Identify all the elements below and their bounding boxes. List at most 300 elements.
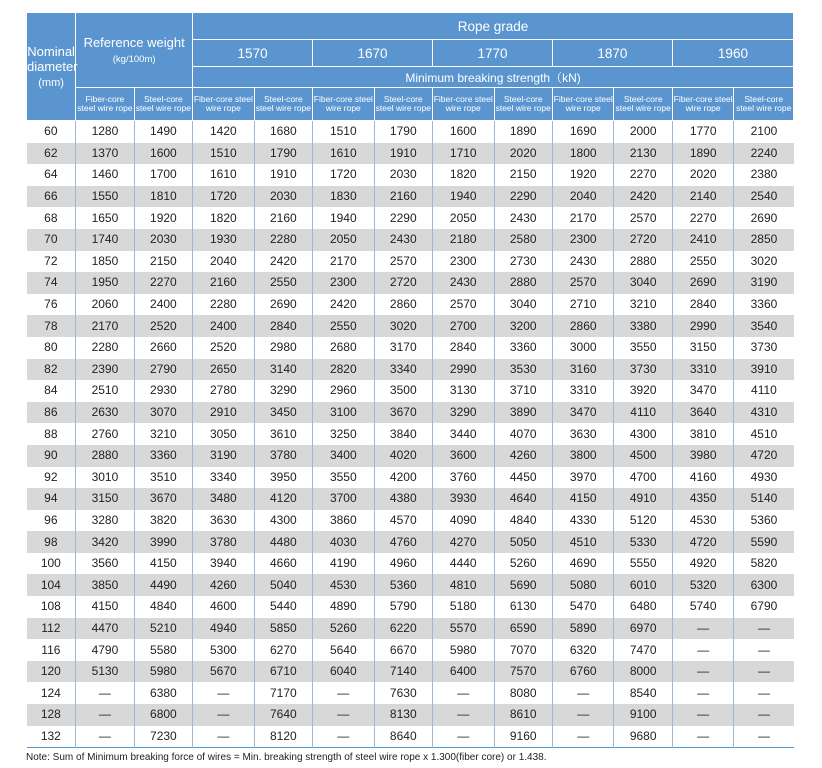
- value-cell: 3950: [254, 467, 312, 489]
- value-cell: —: [76, 726, 134, 748]
- value-cell: 3890: [494, 402, 552, 424]
- value-cell: 5470: [552, 596, 614, 618]
- value-cell: 1600: [433, 121, 495, 143]
- diameter-cell: 64: [27, 164, 76, 186]
- table-row: [27, 531, 794, 553]
- value-cell: 3140: [254, 359, 312, 381]
- value-cell: 2700: [433, 315, 495, 337]
- value-cell: 2020: [494, 143, 552, 165]
- value-cell: 4790: [76, 639, 134, 661]
- value-cell: 4150: [134, 553, 192, 575]
- value-cell: 1650: [76, 207, 134, 229]
- value-cell: 3170: [374, 337, 432, 359]
- value-cell: —: [672, 704, 734, 726]
- value-cell: 1930: [193, 229, 255, 251]
- diameter-cell: 104: [27, 574, 76, 596]
- value-cell: 4120: [254, 488, 312, 510]
- value-cell: —: [552, 726, 614, 748]
- value-cell: 2060: [76, 294, 134, 316]
- diameter-cell: 100: [27, 553, 76, 575]
- value-cell: 3610: [254, 423, 312, 445]
- value-cell: 1550: [76, 186, 134, 208]
- value-cell: 1600: [134, 143, 192, 165]
- value-cell: 2150: [134, 251, 192, 273]
- value-cell: —: [313, 682, 375, 704]
- value-cell: 3040: [494, 294, 552, 316]
- value-cell: 5360: [734, 510, 794, 532]
- value-cell: 1910: [254, 164, 312, 186]
- diameter-cell: 66: [27, 186, 76, 208]
- value-cell: 1890: [672, 143, 734, 165]
- grade-1570: 1570: [193, 40, 313, 67]
- value-cell: 3940: [193, 553, 255, 575]
- value-cell: 3500: [374, 380, 432, 402]
- value-cell: 4940: [193, 618, 255, 640]
- value-cell: 5790: [374, 596, 432, 618]
- table-row: [27, 380, 794, 402]
- value-cell: 1910: [374, 143, 432, 165]
- value-cell: 2420: [254, 251, 312, 273]
- value-cell: 4510: [552, 531, 614, 553]
- value-cell: 3440: [433, 423, 495, 445]
- value-cell: 3510: [134, 467, 192, 489]
- value-cell: 3250: [313, 423, 375, 445]
- value-cell: 2550: [313, 315, 375, 337]
- value-cell: 3340: [193, 467, 255, 489]
- value-cell: 2240: [734, 143, 794, 165]
- value-cell: 2430: [374, 229, 432, 251]
- diameter-cell: 78: [27, 315, 76, 337]
- value-cell: 2720: [614, 229, 672, 251]
- steel-core-header: Steel-core steel wire rope: [254, 88, 312, 121]
- table-row: [27, 682, 794, 704]
- value-cell: 5820: [734, 553, 794, 575]
- value-cell: 2170: [76, 315, 134, 337]
- value-cell: 3630: [552, 423, 614, 445]
- value-cell: 2390: [76, 359, 134, 381]
- value-cell: 5210: [134, 618, 192, 640]
- rope-grade-header: Rope grade: [193, 13, 794, 40]
- value-cell: 2820: [313, 359, 375, 381]
- value-cell: 2170: [552, 207, 614, 229]
- value-cell: 6970: [614, 618, 672, 640]
- value-cell: 4090: [433, 510, 495, 532]
- value-cell: 3100: [313, 402, 375, 424]
- value-cell: 4200: [374, 467, 432, 489]
- value-cell: —: [313, 726, 375, 748]
- value-cell: 3040: [614, 272, 672, 294]
- value-cell: 2690: [254, 294, 312, 316]
- table-row: [27, 553, 794, 575]
- value-cell: 2140: [672, 186, 734, 208]
- table-row: [27, 445, 794, 467]
- table-row: [27, 574, 794, 596]
- table-row: [27, 121, 794, 143]
- value-cell: 2520: [134, 315, 192, 337]
- fiber-core-header: Fiber-core steel wire rope: [433, 88, 495, 121]
- value-cell: 3530: [494, 359, 552, 381]
- diameter-cell: 62: [27, 143, 76, 165]
- diameter-cell: 124: [27, 682, 76, 704]
- value-cell: 7570: [494, 661, 552, 683]
- value-cell: 2510: [76, 380, 134, 402]
- value-cell: 4760: [374, 531, 432, 553]
- diameter-cell: 76: [27, 294, 76, 316]
- value-cell: 3470: [672, 380, 734, 402]
- value-cell: —: [672, 726, 734, 748]
- value-cell: 3150: [76, 488, 134, 510]
- value-cell: 4300: [254, 510, 312, 532]
- value-cell: —: [672, 618, 734, 640]
- value-cell: 3630: [193, 510, 255, 532]
- value-cell: —: [313, 704, 375, 726]
- value-cell: 4300: [614, 423, 672, 445]
- value-cell: 2960: [313, 380, 375, 402]
- steel-core-header: Steel-core steel wire rope: [374, 88, 432, 121]
- value-cell: 1680: [254, 121, 312, 143]
- value-cell: 1690: [552, 121, 614, 143]
- value-cell: 2030: [134, 229, 192, 251]
- value-cell: 8000: [614, 661, 672, 683]
- diameter-cell: 60: [27, 121, 76, 143]
- value-cell: 5040: [254, 574, 312, 596]
- nominal-diameter-header: [27, 13, 76, 121]
- value-cell: —: [672, 639, 734, 661]
- value-cell: 3310: [552, 380, 614, 402]
- table-body: [27, 121, 794, 748]
- value-cell: 4150: [76, 596, 134, 618]
- value-cell: —: [433, 726, 495, 748]
- value-cell: 3160: [552, 359, 614, 381]
- value-cell: 2300: [552, 229, 614, 251]
- value-cell: 3990: [134, 531, 192, 553]
- value-cell: 5590: [734, 531, 794, 553]
- value-cell: 4440: [433, 553, 495, 575]
- grade-1670: 1670: [313, 40, 433, 67]
- value-cell: 3210: [614, 294, 672, 316]
- value-cell: 2160: [374, 186, 432, 208]
- value-cell: 2570: [374, 251, 432, 273]
- table-row: [27, 402, 794, 424]
- table-row: [27, 207, 794, 229]
- diameter-cell: 128: [27, 704, 76, 726]
- value-cell: 3020: [374, 315, 432, 337]
- value-cell: 4530: [672, 510, 734, 532]
- value-cell: 6380: [134, 682, 192, 704]
- value-cell: 8610: [494, 704, 552, 726]
- value-cell: 3150: [672, 337, 734, 359]
- value-cell: 5890: [552, 618, 614, 640]
- value-cell: 1460: [76, 164, 134, 186]
- value-cell: 2840: [254, 315, 312, 337]
- value-cell: 4720: [672, 531, 734, 553]
- diameter-cell: 94: [27, 488, 76, 510]
- table-row: [27, 726, 794, 748]
- value-cell: —: [734, 682, 794, 704]
- value-cell: 2000: [614, 121, 672, 143]
- value-cell: 7070: [494, 639, 552, 661]
- value-cell: 2270: [614, 164, 672, 186]
- value-cell: 2430: [494, 207, 552, 229]
- value-cell: 2040: [193, 251, 255, 273]
- value-cell: 5440: [254, 596, 312, 618]
- value-cell: 2550: [254, 272, 312, 294]
- value-cell: 3970: [552, 467, 614, 489]
- grade-1870: 1870: [552, 40, 672, 67]
- reference-weight-header: [76, 13, 193, 88]
- value-cell: 2690: [734, 207, 794, 229]
- value-cell: 2850: [734, 229, 794, 251]
- rope-table-container: [26, 12, 794, 748]
- value-cell: 5300: [193, 639, 255, 661]
- steel-core-header: Steel-core steel wire rope: [614, 88, 672, 121]
- value-cell: 4640: [494, 488, 552, 510]
- table-row: [27, 359, 794, 381]
- value-cell: 3380: [614, 315, 672, 337]
- value-cell: —: [552, 704, 614, 726]
- value-cell: 4160: [672, 467, 734, 489]
- value-cell: 5580: [134, 639, 192, 661]
- value-cell: 2680: [313, 337, 375, 359]
- value-cell: 3470: [552, 402, 614, 424]
- value-cell: 6790: [734, 596, 794, 618]
- value-cell: 5140: [734, 488, 794, 510]
- value-cell: 8080: [494, 682, 552, 704]
- value-cell: 4920: [672, 553, 734, 575]
- value-cell: 2290: [374, 207, 432, 229]
- value-cell: 2290: [494, 186, 552, 208]
- steel-core-header: Steel-core steel wire rope: [494, 88, 552, 121]
- value-cell: 1720: [193, 186, 255, 208]
- value-cell: 2570: [552, 272, 614, 294]
- value-cell: 4930: [734, 467, 794, 489]
- table-row: [27, 423, 794, 445]
- value-cell: 2650: [193, 359, 255, 381]
- value-cell: —: [734, 618, 794, 640]
- value-cell: 3310: [672, 359, 734, 381]
- value-cell: 6010: [614, 574, 672, 596]
- value-cell: —: [433, 704, 495, 726]
- value-cell: 3710: [494, 380, 552, 402]
- value-cell: 3480: [193, 488, 255, 510]
- value-cell: 4570: [374, 510, 432, 532]
- value-cell: 4500: [614, 445, 672, 467]
- value-cell: 1370: [76, 143, 134, 165]
- diameter-cell: 80: [27, 337, 76, 359]
- value-cell: 6760: [552, 661, 614, 683]
- value-cell: 1800: [552, 143, 614, 165]
- diameter-cell: 112: [27, 618, 76, 640]
- value-cell: 1770: [672, 121, 734, 143]
- value-cell: 7470: [614, 639, 672, 661]
- value-cell: 4110: [734, 380, 794, 402]
- value-cell: 6270: [254, 639, 312, 661]
- value-cell: 5120: [614, 510, 672, 532]
- value-cell: 2380: [734, 164, 794, 186]
- value-cell: 8120: [254, 726, 312, 748]
- value-cell: 2660: [134, 337, 192, 359]
- value-cell: 1610: [313, 143, 375, 165]
- table-row: [27, 337, 794, 359]
- value-cell: 4350: [672, 488, 734, 510]
- value-cell: 6670: [374, 639, 432, 661]
- value-cell: 2050: [433, 207, 495, 229]
- value-cell: 2280: [193, 294, 255, 316]
- value-cell: 3360: [734, 294, 794, 316]
- value-cell: 2020: [672, 164, 734, 186]
- diameter-cell: 120: [27, 661, 76, 683]
- value-cell: 1940: [313, 207, 375, 229]
- table-row: [27, 143, 794, 165]
- value-cell: 2710: [552, 294, 614, 316]
- value-cell: 9100: [614, 704, 672, 726]
- value-cell: 2300: [433, 251, 495, 273]
- value-cell: 5260: [494, 553, 552, 575]
- value-cell: 2930: [134, 380, 192, 402]
- value-cell: 2780: [193, 380, 255, 402]
- value-cell: 6800: [134, 704, 192, 726]
- value-cell: 2990: [672, 315, 734, 337]
- value-cell: 3200: [494, 315, 552, 337]
- value-cell: 2880: [494, 272, 552, 294]
- value-cell: 3920: [614, 380, 672, 402]
- value-cell: 9680: [614, 726, 672, 748]
- value-cell: 2160: [254, 207, 312, 229]
- value-cell: 2840: [433, 337, 495, 359]
- reference-weight-label: Reference weight: [83, 35, 185, 50]
- value-cell: 2420: [313, 294, 375, 316]
- table-row: [27, 467, 794, 489]
- value-cell: 4260: [494, 445, 552, 467]
- value-cell: —: [193, 726, 255, 748]
- fiber-core-header: Fiber-core steel wire rope: [552, 88, 614, 121]
- value-cell: 2050: [313, 229, 375, 251]
- value-cell: 3010: [76, 467, 134, 489]
- value-cell: 1950: [76, 272, 134, 294]
- value-cell: 3450: [254, 402, 312, 424]
- steel-core-header: Steel-core steel wire rope: [134, 88, 192, 121]
- value-cell: 3190: [734, 272, 794, 294]
- value-cell: 3400: [313, 445, 375, 467]
- diameter-cell: 98: [27, 531, 76, 553]
- table-row: [27, 272, 794, 294]
- diameter-cell: 90: [27, 445, 76, 467]
- value-cell: 2130: [614, 143, 672, 165]
- value-cell: 4450: [494, 467, 552, 489]
- value-cell: 2100: [734, 121, 794, 143]
- table-row: [27, 294, 794, 316]
- value-cell: 3190: [193, 445, 255, 467]
- value-cell: 7140: [374, 661, 432, 683]
- value-cell: 6590: [494, 618, 552, 640]
- value-cell: 2410: [672, 229, 734, 251]
- value-cell: 8540: [614, 682, 672, 704]
- value-cell: 4470: [76, 618, 134, 640]
- value-cell: 5080: [552, 574, 614, 596]
- value-cell: 2180: [433, 229, 495, 251]
- value-cell: 1610: [193, 164, 255, 186]
- table-row: [27, 186, 794, 208]
- value-cell: 2400: [134, 294, 192, 316]
- value-cell: 4330: [552, 510, 614, 532]
- value-cell: 5740: [672, 596, 734, 618]
- grade-1770: 1770: [433, 40, 553, 67]
- value-cell: 3360: [494, 337, 552, 359]
- value-cell: 7640: [254, 704, 312, 726]
- value-cell: 3700: [313, 488, 375, 510]
- value-cell: 1420: [193, 121, 255, 143]
- table-row: [27, 164, 794, 186]
- value-cell: 2570: [433, 294, 495, 316]
- value-cell: 1820: [193, 207, 255, 229]
- value-cell: 8640: [374, 726, 432, 748]
- value-cell: 5260: [313, 618, 375, 640]
- table-row: [27, 704, 794, 726]
- value-cell: 1850: [76, 251, 134, 273]
- value-cell: 2430: [433, 272, 495, 294]
- value-cell: 2280: [254, 229, 312, 251]
- value-cell: 2540: [734, 186, 794, 208]
- value-cell: 3280: [76, 510, 134, 532]
- value-cell: —: [193, 682, 255, 704]
- value-cell: 1920: [552, 164, 614, 186]
- value-cell: 3000: [552, 337, 614, 359]
- value-cell: 4840: [494, 510, 552, 532]
- value-cell: —: [734, 639, 794, 661]
- value-cell: 3670: [374, 402, 432, 424]
- value-cell: 3560: [76, 553, 134, 575]
- table-row: [27, 229, 794, 251]
- value-cell: 4690: [552, 553, 614, 575]
- value-cell: 2630: [76, 402, 134, 424]
- value-cell: —: [76, 682, 134, 704]
- value-cell: 3420: [76, 531, 134, 553]
- grade-1960: 1960: [672, 40, 793, 67]
- value-cell: 6130: [494, 596, 552, 618]
- value-cell: 4910: [614, 488, 672, 510]
- value-cell: 4310: [734, 402, 794, 424]
- value-cell: 2040: [552, 186, 614, 208]
- value-cell: 2400: [193, 315, 255, 337]
- value-cell: 3290: [433, 402, 495, 424]
- value-cell: 3340: [374, 359, 432, 381]
- diameter-cell: 108: [27, 596, 76, 618]
- value-cell: 4700: [614, 467, 672, 489]
- value-cell: 4020: [374, 445, 432, 467]
- diameter-cell: 88: [27, 423, 76, 445]
- value-cell: 2860: [374, 294, 432, 316]
- diameter-cell: 92: [27, 467, 76, 489]
- value-cell: 4190: [313, 553, 375, 575]
- value-cell: 2270: [672, 207, 734, 229]
- value-cell: 7230: [134, 726, 192, 748]
- value-cell: 5130: [76, 661, 134, 683]
- value-cell: 2170: [313, 251, 375, 273]
- fiber-core-header: Fiber-core steel wire rope: [313, 88, 375, 121]
- value-cell: —: [433, 682, 495, 704]
- value-cell: 3810: [672, 423, 734, 445]
- value-cell: 1790: [374, 121, 432, 143]
- table-row: [27, 315, 794, 337]
- value-cell: 3800: [552, 445, 614, 467]
- value-cell: 4960: [374, 553, 432, 575]
- value-cell: 3070: [134, 402, 192, 424]
- value-cell: 1510: [313, 121, 375, 143]
- value-cell: 3910: [734, 359, 794, 381]
- value-cell: 3550: [614, 337, 672, 359]
- value-cell: 4490: [134, 574, 192, 596]
- value-cell: 3050: [193, 423, 255, 445]
